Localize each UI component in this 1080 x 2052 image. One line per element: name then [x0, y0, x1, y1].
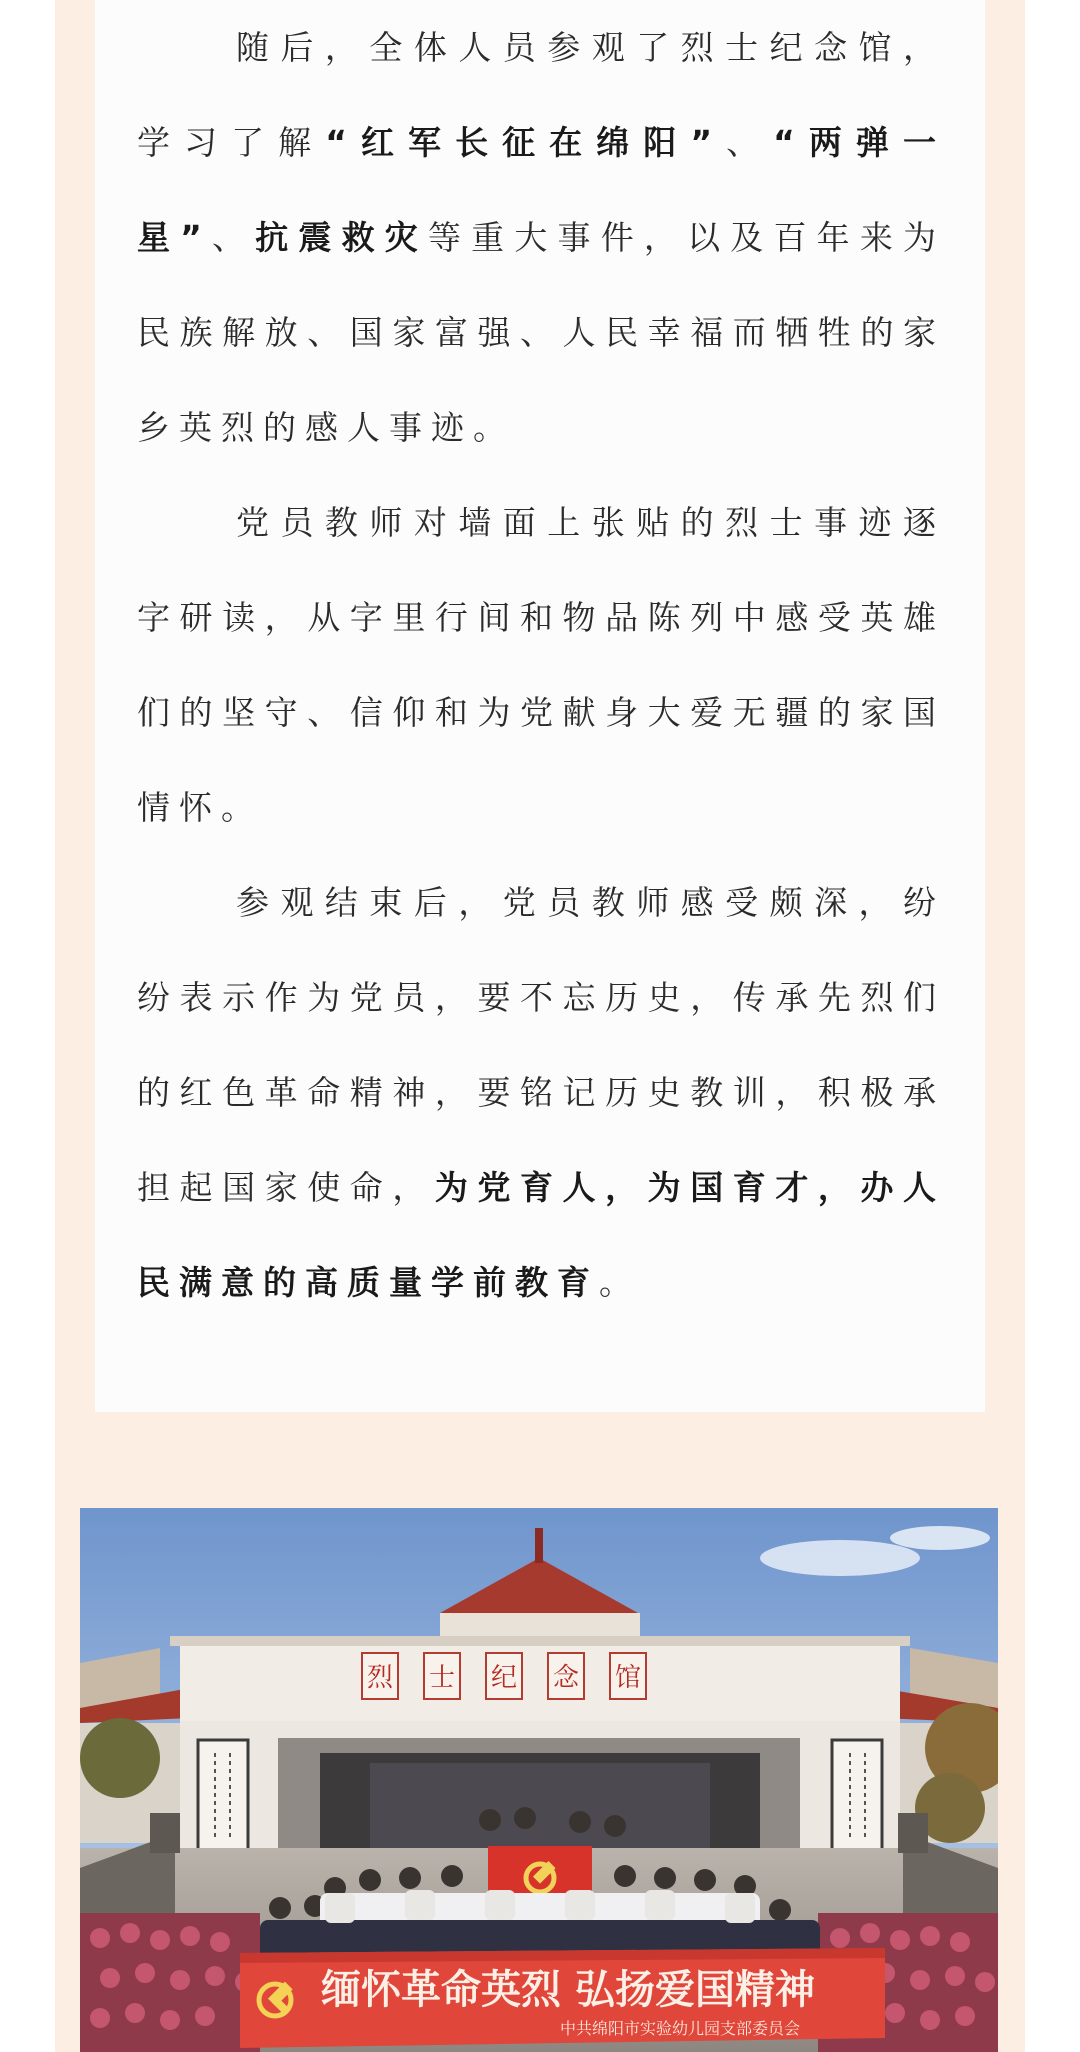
body-text: 、	[721, 123, 774, 162]
sign-char: 纪	[490, 1663, 518, 1693]
article-paragraph	[137, 475, 945, 855]
emphasis-text: 为党育人，为国育才，办人民满意的高质量学前教育	[137, 1168, 946, 1302]
emphasis-text: 抗震救灾	[255, 218, 428, 257]
emphasis-text: “两弹一星”	[137, 123, 945, 257]
body-text: 党员教师对墙面上张贴的烈士事迹逐字研读，从字里行间和物品陈列中感受英雄们的坚守、信仰和为党献身大爱无疆的家国情怀。	[137, 503, 945, 827]
sign-char: 烈	[366, 1663, 394, 1693]
sign-char: 念	[552, 1663, 580, 1693]
body-text: 随后，全体人员参观了烈士纪念馆，学习了解	[137, 28, 945, 162]
body-text: 参观结束后，党员教师感受颇深，纷纷表示作为党员，要不忘历史，传承先烈们的红色革命精神，要铭记历史教训，积极承担起国家使命，	[137, 883, 945, 1207]
body-text: 、	[210, 218, 256, 257]
banner-main-text: 缅怀革命英烈 弘扬爱国精神	[321, 1967, 815, 2013]
slogan-banner	[240, 1948, 885, 2048]
body-text: 。	[599, 1263, 641, 1302]
sign-char: 馆	[614, 1663, 642, 1693]
article-paragraph	[137, 855, 945, 1330]
body-text: 等重大事件，以及百年来为民族解放、国家富强、人民幸福而牺牲的家乡英烈的感人事迹。	[137, 218, 945, 447]
article-paragraph	[137, 0, 945, 475]
article-body	[137, 0, 945, 1330]
banner-sub-text: 中共绵阳市实验幼儿园支部委员会	[559, 2019, 801, 2038]
group-photo	[80, 1508, 998, 2052]
sign-char: 士	[428, 1663, 456, 1693]
emphasis-text: “红军长征在绵阳”	[325, 123, 722, 162]
